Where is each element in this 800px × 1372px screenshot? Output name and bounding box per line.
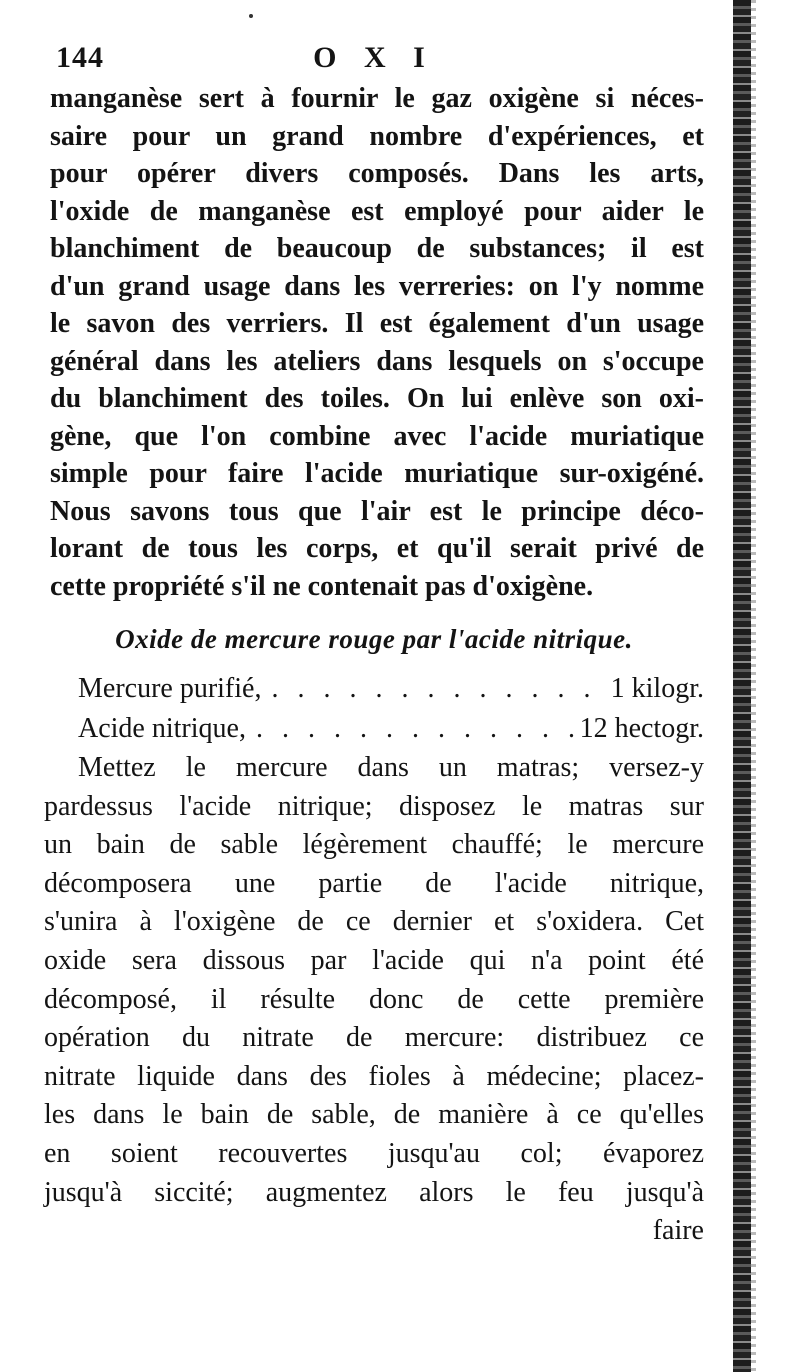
text-line: lorant de tous les corps, et qu'il serait privé de	[50, 533, 704, 564]
text-line: Nous savons tous que l'air est le principe déco-	[50, 495, 704, 527]
text-line: décomposé, il résulte donc de cette première	[44, 983, 704, 1015]
recipe-row	[78, 669, 704, 709]
text-line: saire pour un grand nombre d'expériences, et	[50, 120, 704, 152]
dot-leader	[261, 669, 610, 709]
page-edge	[751, 0, 756, 1372]
recipe-quantity: 1 kilogr.	[610, 673, 704, 704]
recipe-ingredient: Mercure purifié,	[78, 673, 262, 704]
text-line: jusqu'à siccité; augmentez alors le feu jusqu'à	[44, 1176, 704, 1208]
catchword: faire	[652, 1215, 704, 1247]
recipe-quantity: 12 hectogr.	[579, 713, 704, 744]
text-line: s'unira à l'oxigène de ce dernier et s'oxidera. Cet	[44, 906, 704, 938]
section-heading: Oxide de mercure rouge par l'acide nitrique.	[115, 624, 633, 654]
text-line: le savon des verriers. Il est également d'un usage	[50, 308, 704, 339]
text-line: blanchiment de beaucoup de substances; il est	[50, 233, 704, 264]
text-line: en soient recouvertes jusqu'au col; évaporez	[44, 1137, 704, 1169]
ink-speck	[249, 14, 253, 18]
running-title: O X I	[313, 41, 435, 74]
text-line: manganèse sert à fournir le gaz oxigène si néces-	[50, 83, 704, 114]
text-line: oxide sera dissous par l'acide qui n'a point été	[44, 944, 704, 976]
recipe-list	[44, 669, 704, 749]
text-line: gène, que l'on combine avec l'acide muriatique	[50, 420, 704, 452]
running-head	[44, 36, 704, 80]
text-line: nitrate liquide dans des fioles à médecine; placez-	[44, 1060, 704, 1092]
text-line: l'oxide de manganèse est employé pour aider le	[50, 195, 704, 227]
text-line: Mettez le mercure dans un matras; versez-y	[78, 752, 704, 783]
text-line: un bain de sable légèrement chauffé; le mercure	[44, 829, 704, 861]
text-line: d'un grand usage dans les verreries: on l'y nomme	[50, 270, 704, 302]
page-number: 144	[56, 41, 104, 74]
paragraph-manganese	[44, 80, 704, 605]
text-line: pardessus l'acide nitrique; disposez le matras sur	[44, 790, 704, 822]
text-line: opération du nitrate de mercure: distribuez ce	[44, 1022, 704, 1054]
text-line: cette propriété s'il ne contenait pas d'oxigène.	[50, 570, 594, 602]
text-line: décomposera une partie de l'acide nitrique,	[44, 867, 704, 899]
text-line: pour opérer divers composés. Dans les arts,	[50, 158, 704, 189]
recipe-row	[78, 709, 704, 749]
text-line: général dans les ateliers dans lesquels on s'occupe	[50, 345, 704, 377]
recipe-ingredient: Acide nitrique,	[78, 713, 246, 744]
text-line: simple pour faire l'acide muriatique sur-oxigéné.	[50, 458, 704, 489]
book-page	[44, 36, 704, 1336]
paragraph-procedure	[44, 749, 704, 1251]
text-line: du blanchiment des toiles. On lui enlève son oxi-	[50, 383, 704, 414]
text-line: les dans le bain de sable, de manière à ce qu'elles	[44, 1099, 704, 1131]
dot-leader	[246, 709, 580, 749]
binding-gutter	[733, 0, 751, 1372]
